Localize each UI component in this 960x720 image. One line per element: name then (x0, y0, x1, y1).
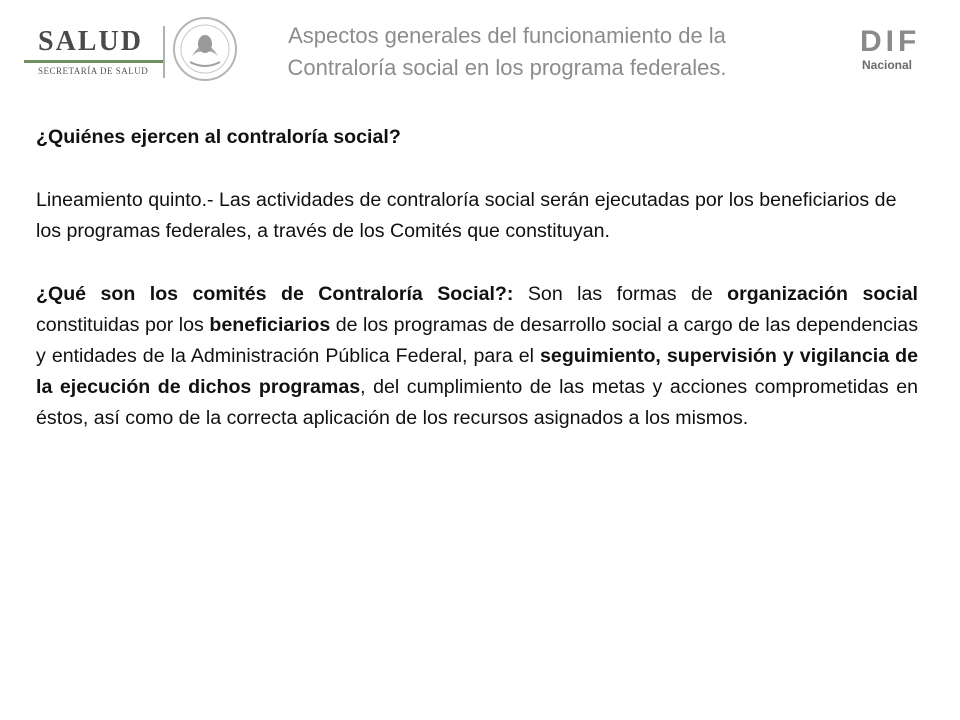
slide-header (0, 0, 960, 100)
definition-bold-term: seguimiento, supervisión y vigilancia de la ejecución de dichos programas (36, 345, 918, 398)
question-heading: ¿Quiénes ejercen al contraloría social? (36, 126, 401, 148)
definition-text: , del cumplimiento de las metas y acciones comprometidas en éstos, así como de la correcta aplicación de los recursos asignados a los mismos. (36, 376, 919, 429)
salud-logo-word: SALUD (38, 26, 143, 57)
dif-logo-letters: DIF (860, 25, 921, 58)
lineamiento-paragraph: Lineamiento quinto.- Las actividades de contraloría social serán ejecutadas por los beneficiarios de los programas federales, a través de los Comités que constituyan. (36, 189, 897, 242)
definition-text: Son las formas de (513, 283, 728, 305)
mexican-eagle-seal-icon (172, 16, 238, 82)
slide-body (36, 122, 918, 434)
dif-logo-subtitle: Nacional (862, 58, 913, 72)
salud-logo-stripe (24, 60, 164, 63)
definition-paragraph (36, 279, 918, 434)
slide-title: Aspectos generales del funcionamiento de la Contraloría social en los programa federales. (287, 23, 727, 80)
definition-bold-term: beneficiarios (209, 314, 331, 336)
salud-logo-subtitle: SECRETARÍA DE SALUD (38, 66, 149, 76)
definition-text: constituidas por los (36, 314, 210, 336)
dif-logo (858, 26, 928, 76)
definition-question: ¿Qué son los comités de Contraloría Social?: (36, 283, 514, 305)
logo-divider (163, 26, 165, 78)
definition-text: de los programas de desarrollo social a cargo de las dependencias y entidades de la Administración Pública Federal, para el (36, 314, 918, 367)
definition-bold-term: organización social (727, 283, 918, 305)
salud-logo (24, 22, 164, 84)
